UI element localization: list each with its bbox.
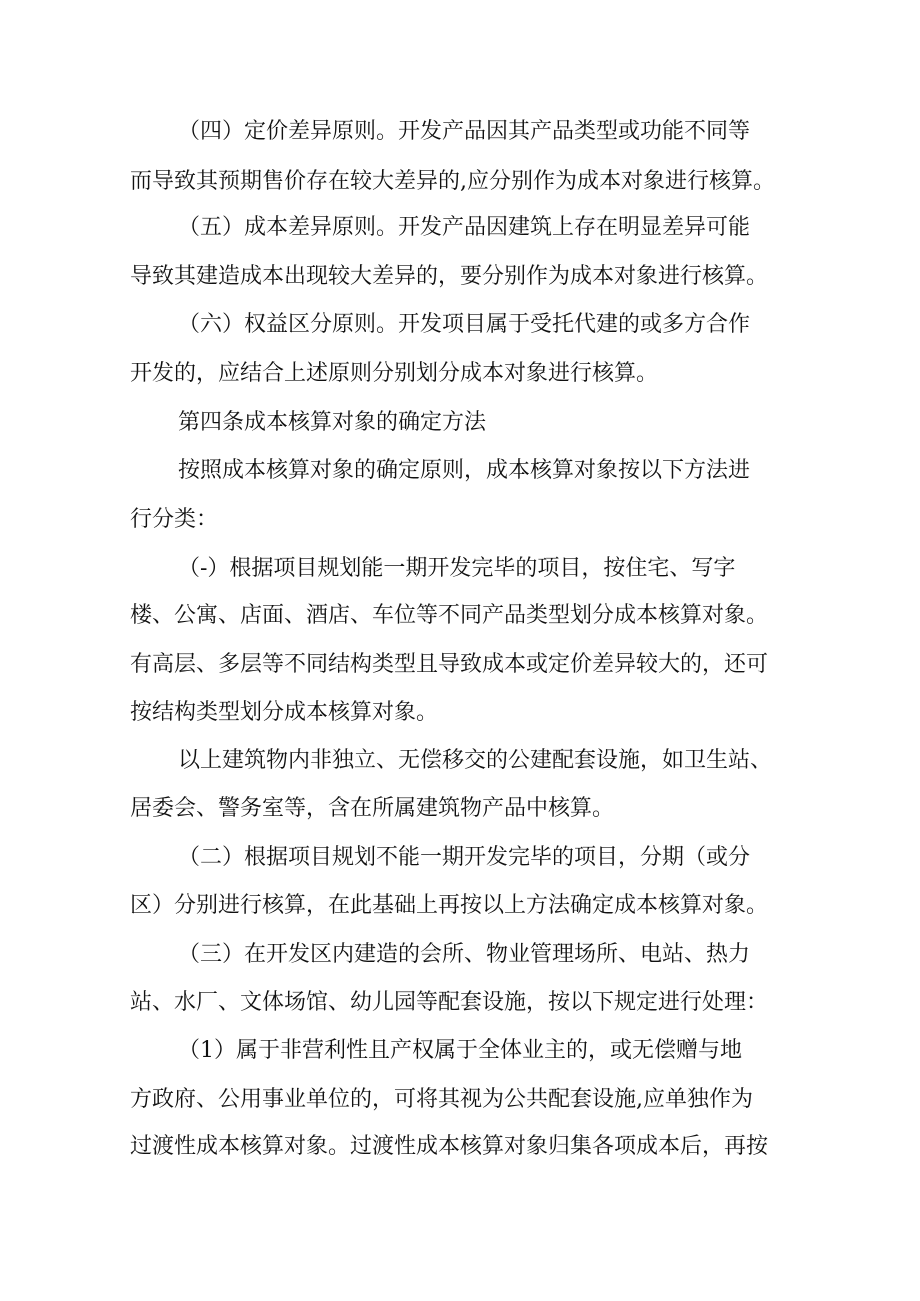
text-line: 楼、公寓、店面、酒店、车位等不同产品类型划分成本核算对象。 [130, 603, 769, 628]
text-line: 区）分别进行核算，在此基础上再按以上方法确定成本核算对象。 [130, 893, 769, 918]
text-line: （四）定价差异原则。开发产品因其产品类型或功能不同等 [178, 119, 751, 144]
text-line: 有高层、多层等不同结构类型且导致成本或定价差异较大的，还可 [130, 652, 769, 677]
text-line: （五）成本差异原则。开发产品因建筑上存在明显差异可能 [178, 215, 751, 240]
text-line: 而导致其预期售价存在较大差异的,应分别作为成本对象进行核算。 [130, 169, 775, 194]
text-line: （三）在开发区内建造的会所、物业管理场所、电站、热力 [178, 942, 751, 967]
text-line: 方政府、公用事业单位的，可将其视为公共配套设施,应单独作为 [130, 1087, 753, 1112]
text-line: （六）权益区分原则。开发项目属于受托代建的或多方合作 [178, 312, 751, 337]
section-heading: 第四条成本核算对象的确定方法 [178, 410, 487, 435]
text-line: 按照成本核算对象的确定原则，成本核算对象按以下方法进 [178, 458, 751, 483]
text-line: 开发的，应结合上述原则分别划分成本对象进行核算。 [130, 361, 659, 386]
text-line: 居委会、警务室等，含在所属建筑物产品中核算。 [130, 796, 615, 821]
text-line: 过渡性成本核算对象。过渡性成本核算对象归集各项成本后，再按 [130, 1134, 769, 1159]
text-line: 行分类： [130, 507, 219, 532]
text-line: （二）根据项目规划不能一期开发完毕的项目，分期（或分 [178, 845, 751, 870]
text-line: （1）属于非营利性且产权属于全体业主的，或无偿赠与地 [178, 1038, 742, 1063]
text-line: 站、水厂、文体场馆、幼儿园等配套设施，按以下规定进行处理： [130, 990, 769, 1015]
text-line: 导致其建造成本出现较大差异的，要分别作为成本对象进行核算。 [130, 264, 769, 289]
text-line: （-）根据项目规划能一期开发完毕的项目，按住宅、写字 [178, 556, 736, 581]
text-line: 按结构类型划分成本核算对象。 [130, 700, 439, 725]
text-line: 以上建筑物内非独立、无偿移交的公建配套设施，如卫生站、 [178, 748, 773, 773]
